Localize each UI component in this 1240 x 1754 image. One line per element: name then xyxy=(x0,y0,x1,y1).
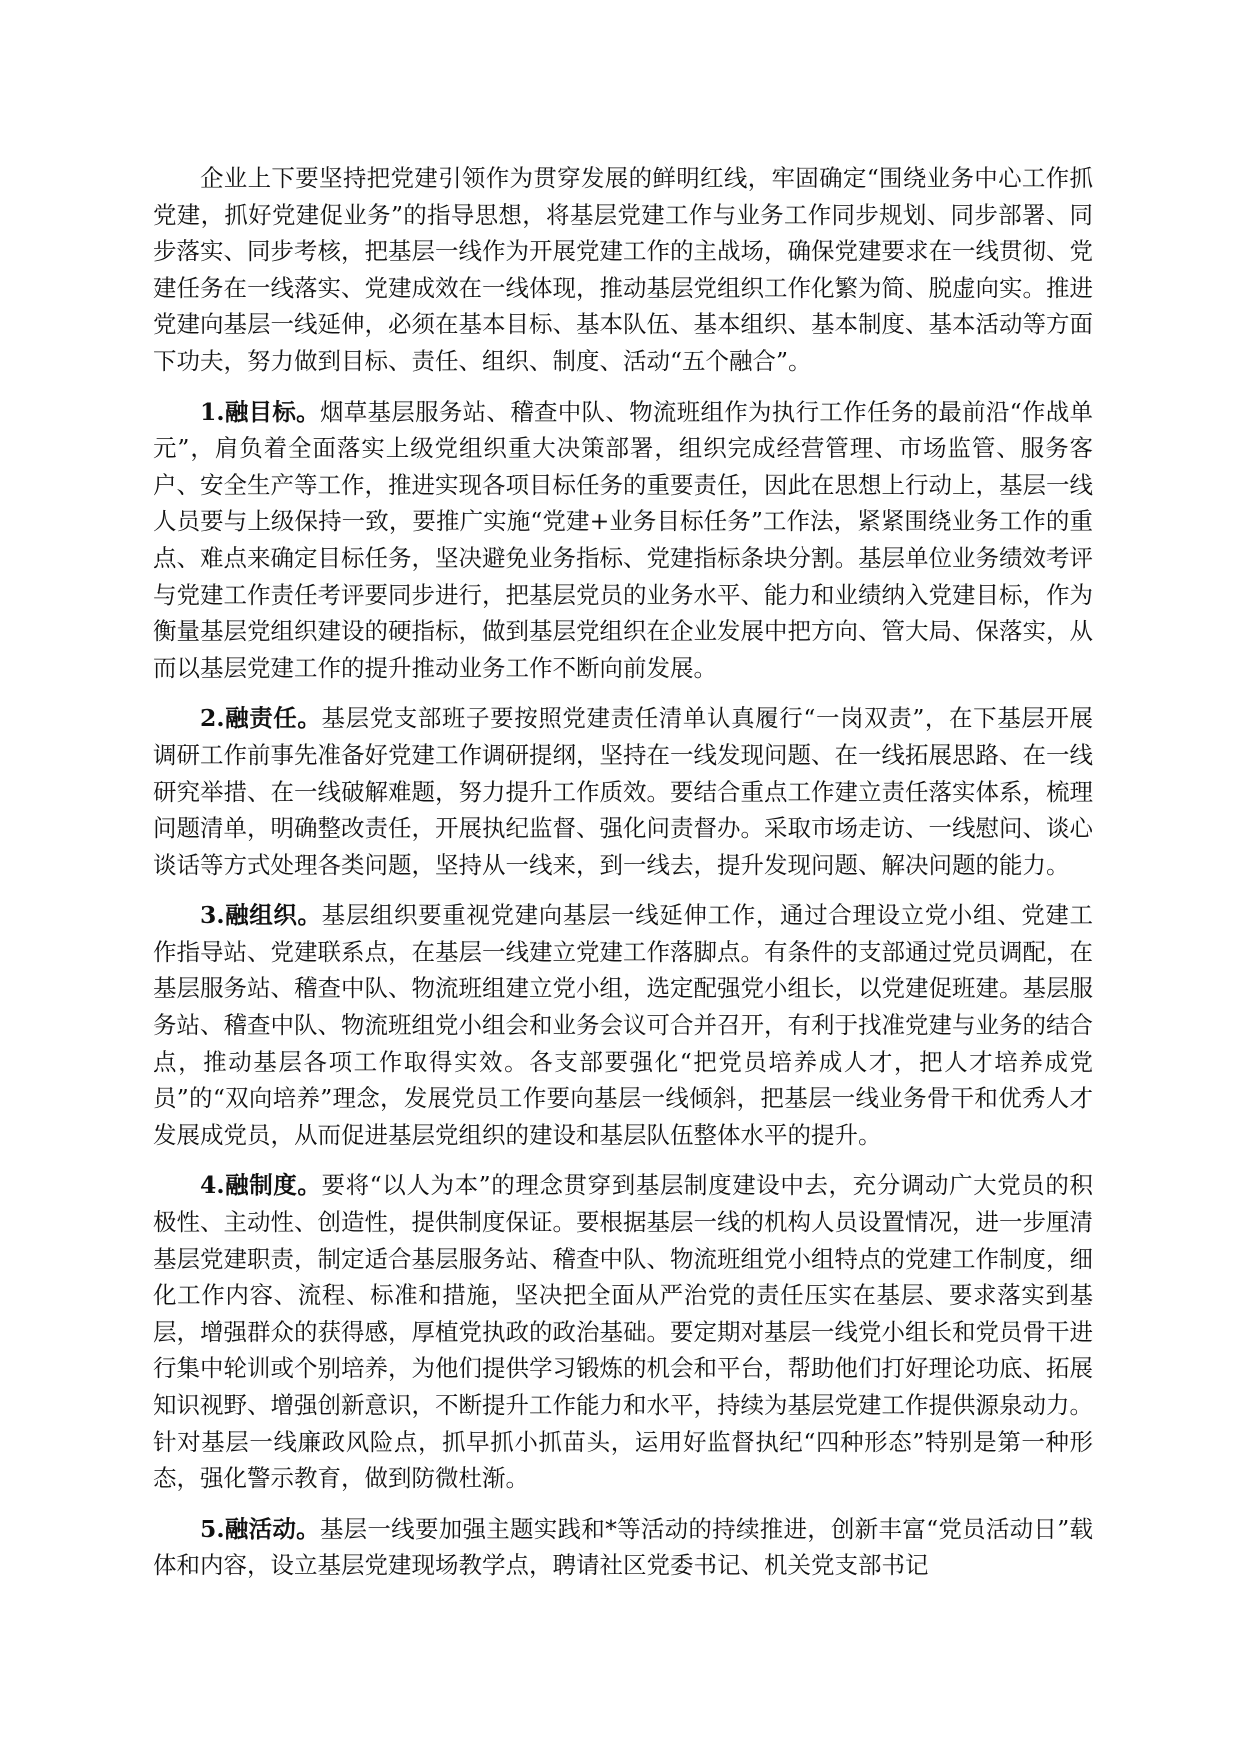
section-paragraph-4 xyxy=(153,1167,1093,1496)
section-heading-3: 3.融组织。 xyxy=(200,901,322,930)
section-body-4: 要将“以人为本”的理念贯穿到基层制度建设中去，充分调动广大党员的积极性、主动性、创造性，提供制度保证。要根据基层一线的机构人员设置情况，进一步厘清基层党建职责，制定适合基层服务站、稽查中队、物流班组党小组特点的党建工作制度，细化工作内容、流程、标准和措施，坚决把全面从严治党的责任压实在基层、要求落实到基层，增强群众的获得感，厚植党执政的政治基础。要定期对基层一线党小组长和党员骨干进行集中轮训或个别培养，为他们提供学习锻炼的机会和平台，帮助他们打好理论功底、拓展知识视野、增强创新意识，不断提升工作能力和水平，持续为基层党建工作提供源泉动力。针对基层一线廉政风险点，抓早抓小抓苗头，运用好监督执纪“四种形态”特别是第一种形态，强化警示教育，做到防微杜渐。 xyxy=(153,1171,1093,1493)
section-body-1: 烟草基层服务站、稽查中队、物流班组作为执行工作任务的最前沿“作战单元”，肩负着全面落实上级党组织重大决策部署，组织完成经营管理、市场监管、服务客户、安全生产等工作，推进实现各项目标任务的重要责任，因此在思想上行动上，基层一线人员要与上级保持一致，要推广实施“党建+业务目标任务”工作法，紧紧围绕业务工作的重点、难点来确定目标任务，坚决避免业务指标、党建指标条块分割。基层单位业务绩效考评与党建工作责任考评要同步进行，把基层党员的业务水平、能力和业绩纳入党建目标，作为衡量基层党组织建设的硬指标，做到基层党组织在企业发展中把方向、管大局、保落实，从而以基层党建工作的提升推动业务工作不断向前发展。 xyxy=(153,397,1093,682)
section-paragraph-3 xyxy=(153,897,1093,1153)
section-paragraph-1 xyxy=(153,394,1093,687)
section-heading-4: 4.融制度。 xyxy=(200,1171,322,1200)
section-heading-1: 1.融目标。 xyxy=(200,397,320,426)
section-paragraph-2 xyxy=(153,700,1093,883)
section-body-2: 基层党支部班子要按照党建责任清单认真履行“一岗双责”，在下基层开展调研工作前事先准备好党建工作调研提纲，坚持在一线发现问题、在一线拓展思路、在一线研究举措、在一线破解难题，努力提升工作质效。要结合重点工作建立责任落实体系，梳理问题清单，明确整改责任，开展执纪监督、强化问责督办。采取市场走访、一线慰问、谈心谈话等方式处理各类问题，坚持从一线来，到一线去，提升发现问题、解决问题的能力。 xyxy=(153,704,1093,879)
section-body-3: 基层组织要重视党建向基层一线延伸工作，通过合理设立党小组、党建工作指导站、党建联系点，在基层一线建立党建工作落脚点。有条件的支部通过党员调配，在基层服务站、稽查中队、物流班组建立党小组，选定配强党小组长，以党建促班建。基层服务站、稽查中队、物流班组党小组会和业务会议可合并召开，有利于找准党建与业务的结合点，推动基层各项工作取得实效。各支部要强化“把党员培养成人才，把人才培养成党员”的“双向培养”理念，发展党员工作要向基层一线倾斜，把基层一线业务骨干和优秀人才发展成党员，从而促进基层党组织的建设和基层队伍整体水平的提升。 xyxy=(153,901,1093,1149)
section-paragraph-5 xyxy=(153,1511,1093,1584)
section-heading-5: 5.融活动。 xyxy=(200,1514,320,1543)
document-page xyxy=(153,160,1093,1598)
section-heading-2: 2.融责任。 xyxy=(200,704,322,733)
intro-paragraph: 企业上下要坚持把党建引领作为贯穿发展的鲜明红线，牢固确定“围绕业务中心工作抓党建，抓好党建促业务”的指导思想，将基层党建工作与业务工作同步规划、同步部署、同步落实、同步考核，把基层一线作为开展党建工作的主战场，确保党建要求在一线贯彻、党建任务在一线落实、党建成效在一线体现，推动基层党组织工作化繁为简、脱虚向实。推进党建向基层一线延伸，必须在基本目标、基本队伍、基本组织、基本制度、基本活动等方面下功夫，努力做到目标、责任、组织、制度、活动“五个融合”。 xyxy=(153,164,1093,375)
section-body-5: 基层一线要加强主题实践和*等活动的持续推进，创新丰富“党员活动日”载体和内容，设立基层党建现场教学点，聘请社区党委书记、机关党支部书记 xyxy=(153,1514,1093,1580)
